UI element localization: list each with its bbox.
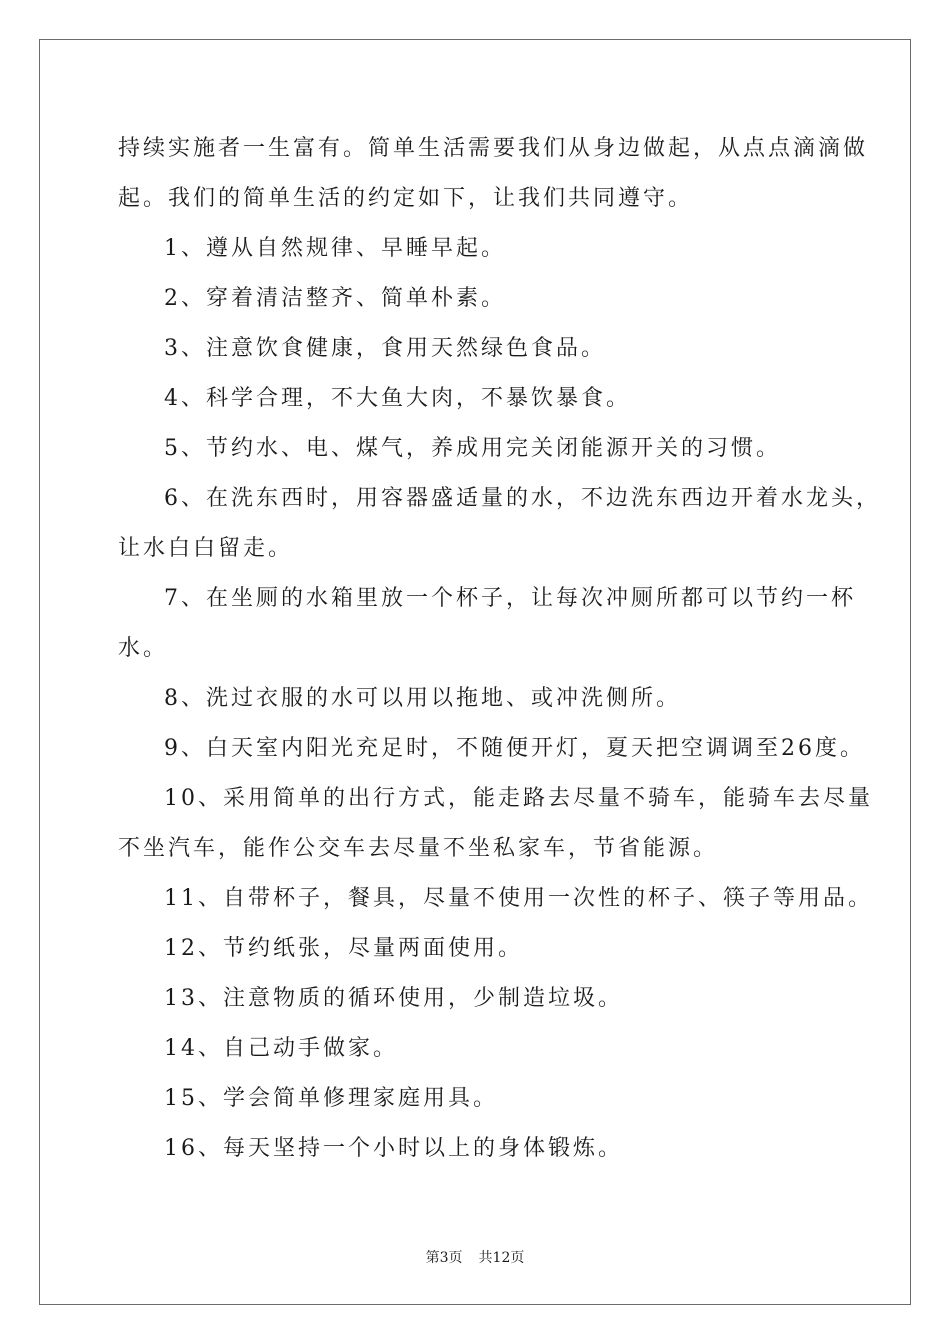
list-item: 13、注意物质的循环使用，少制造垃圾。 — [164, 986, 623, 1011]
list-item: 4、科学合理，不大鱼大肉，不暴饮暴食。 — [164, 386, 631, 411]
text-line: 起。我们的简单生活的约定如下，让我们共同遵守。 — [118, 186, 694, 211]
list-item: 5、节约水、电、煤气，养成用完关闭能源开关的习惯。 — [164, 436, 781, 461]
list-item: 11、自带杯子，餐具，尽量不使用一次性的杯子、筷子等用品。 — [164, 886, 873, 911]
list-item: 9、白天室内阳光充足时，不随便开灯，夏天把空调调至26度。 — [164, 736, 865, 761]
document-body — [118, 124, 881, 1174]
list-item: 3、注意饮食健康，食用天然绿色食品。 — [164, 336, 606, 361]
list-item: 12、节约纸张，尽量两面使用。 — [164, 936, 523, 961]
text-line: 不坐汽车，能作公交车去尽量不坐私家车，节省能源。 — [118, 836, 719, 861]
text-line: 水。 — [118, 636, 169, 661]
page-number: 第3页 — [425, 1250, 463, 1266]
list-item: 15、学会简单修理家庭用具。 — [164, 1086, 498, 1111]
list-item: 1、遵从自然规律、早睡早起。 — [164, 236, 506, 261]
list-item: 7、在坐厕的水箱里放一个杯子，让每次冲厕所都可以节约一杯 — [164, 586, 856, 611]
page-total: 共12页 — [478, 1250, 525, 1266]
text-line: 持续实施者一生富有。简单生活需要我们从身边做起，从点点滴滴做 — [118, 136, 869, 161]
page-footer — [0, 1247, 950, 1267]
list-item: 10、采用简单的出行方式，能走路去尽量不骑车，能骑车去尽量 — [164, 786, 873, 811]
list-item: 16、每天坚持一个小时以上的身体锻炼。 — [164, 1136, 623, 1161]
text-line: 让水白白留走。 — [118, 536, 294, 561]
list-item: 14、自己动手做家。 — [164, 1036, 398, 1061]
list-item: 2、穿着清洁整齐、简单朴素。 — [164, 286, 506, 311]
list-item: 6、在洗东西时，用容器盛适量的水，不边洗东西边开着水龙头， — [164, 486, 881, 511]
list-item: 8、洗过衣服的水可以用以拖地、或冲洗侧所。 — [164, 686, 681, 711]
